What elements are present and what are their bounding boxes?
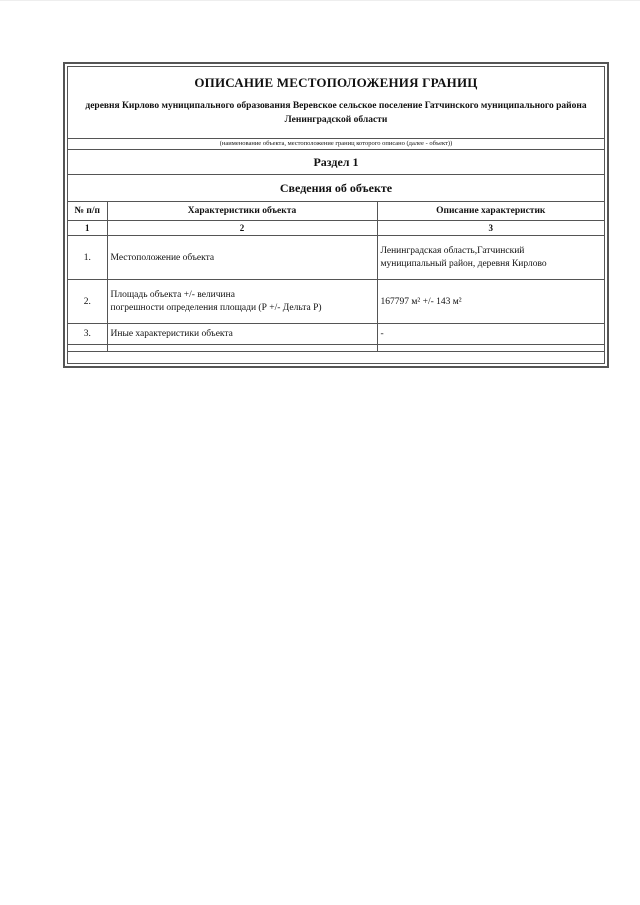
row-description: - (377, 324, 604, 345)
row-characteristic: Местоположение объекта (107, 236, 377, 280)
header-characteristic: Характеристики объекта (107, 202, 377, 221)
spacer-cell (377, 345, 604, 352)
document-title: ОПИСАНИЕ МЕСТОПОЛОЖЕНИЯ ГРАНИЦ (194, 75, 478, 90)
column-number-row (68, 221, 604, 236)
column-number: 2 (107, 221, 377, 236)
table-row (68, 324, 604, 345)
column-number: 3 (377, 221, 604, 236)
document-inner-frame (67, 66, 605, 364)
table-row (68, 280, 604, 324)
header-number: № п/п (68, 202, 107, 221)
row-description: 167797 м² +/- 143 м² (377, 280, 604, 324)
characteristics-table (68, 202, 604, 352)
row-number: 2. (68, 280, 107, 324)
table-header-row (68, 202, 604, 221)
document-subtitle: деревня Кирлово муниципального образования Веревское сельское поселение Гатчинского муниципального района Ленинградской области (85, 101, 587, 125)
info-heading: Сведения об объекте (68, 175, 604, 202)
characteristic-line: Площадь объекта +/- величина (110, 289, 235, 300)
table-row (68, 236, 604, 280)
description-line: Ленинградская область,Гатчинский (380, 245, 525, 256)
table-spacer-row (68, 345, 604, 352)
row-number: 3. (68, 324, 107, 345)
row-number: 1. (68, 236, 107, 280)
spacer-cell (68, 345, 107, 352)
column-number: 1 (68, 221, 107, 236)
description-line: муниципальный район, деревня Кирлово (380, 258, 547, 269)
characteristic-line: погрешности определения площади (Р +/- Дельта Р) (110, 302, 322, 313)
spacer-cell (107, 345, 377, 352)
section-heading: Раздел 1 (68, 150, 604, 175)
row-characteristic (107, 280, 377, 324)
title-block (68, 67, 604, 139)
document-frame (63, 62, 609, 368)
object-note: (наименование объекта, местоположение границ которого описано (далее - объект)) (68, 139, 604, 150)
row-characteristic: Иные характеристики объекта (107, 324, 377, 345)
header-description: Описание характеристик (377, 202, 604, 221)
row-description (377, 236, 604, 280)
